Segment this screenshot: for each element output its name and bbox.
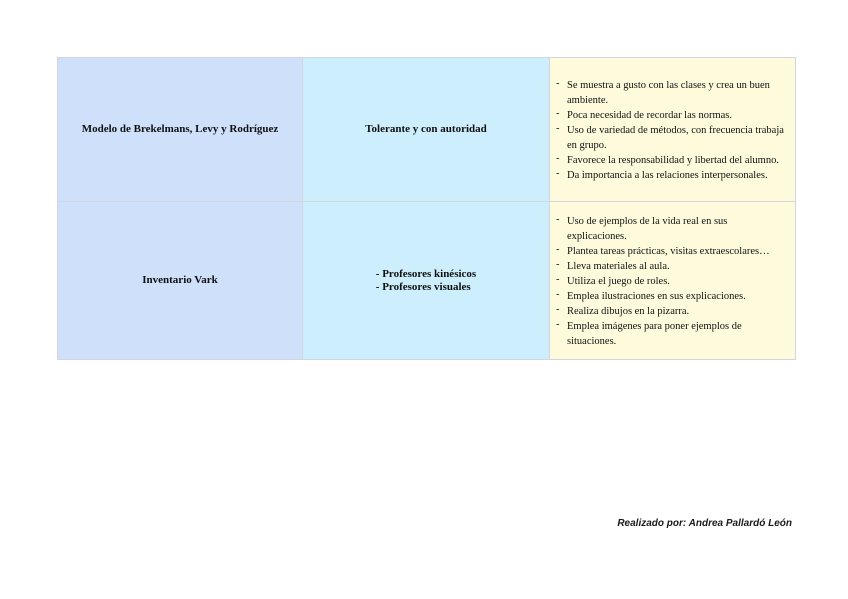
table-row (58, 202, 796, 360)
model-name: Modelo de Brekelmans, Levy y Rodríguez (81, 123, 279, 135)
list-item-text: Poca necesidad de recordar las normas. (567, 110, 733, 121)
bullet-marker: - (556, 108, 560, 119)
author-credit: Realizado por: Andrea Pallardó León (617, 518, 792, 529)
description-cell (550, 58, 796, 202)
list-item (556, 259, 787, 274)
list-item (556, 78, 787, 108)
list-item-text: Realiza dibujos en la pizarra. (567, 306, 690, 317)
list-item-text: Utiliza el juego de roles. (567, 276, 670, 287)
list-item-text: Da importancia a las relaciones interpersonales. (567, 170, 768, 181)
bullet-marker: - (556, 289, 560, 300)
bullet-marker: - (556, 214, 560, 225)
list-item-text: Emplea ilustraciones en sus explicaciones. (567, 291, 746, 302)
teacher-type: Tolerante y con autoridad (365, 123, 487, 135)
list-item-text: Emplea imágenes para poner ejemplos de situaciones. (567, 321, 742, 347)
bullet-marker: - (556, 78, 560, 89)
bullet-marker: - (556, 244, 560, 255)
teacher-type-cell (303, 58, 550, 202)
list-item (556, 123, 787, 153)
list-item-text: Uso de ejemplos de la vida real en sus explicaciones. (567, 216, 728, 242)
list-item (556, 153, 787, 168)
bullet-marker: - (556, 168, 560, 179)
list-item-text: Se muestra a gusto con las clases y crea un buen ambiente. (567, 80, 770, 106)
list-item (556, 274, 787, 289)
bullet-marker: - (556, 274, 560, 285)
list-item (556, 289, 787, 304)
description-list (550, 74, 795, 185)
list-item (556, 304, 787, 319)
model-name: Inventario Vark (142, 274, 218, 286)
teacher-type-cell (303, 202, 550, 360)
description-list (550, 210, 795, 351)
list-item (556, 319, 787, 349)
list-item (556, 168, 787, 183)
bullet-marker: - (556, 123, 560, 134)
list-item-text: Plantea tareas prácticas, visitas extraescolares… (567, 246, 770, 257)
list-item (556, 244, 787, 259)
list-item (556, 108, 787, 123)
teacher-type: - Profesores kinésicos (375, 267, 477, 280)
list-item-text: Lleva materiales al aula. (567, 261, 670, 272)
profiles-table (57, 57, 796, 360)
teacher-type: - Profesores visuales (375, 280, 471, 293)
list-item-text: Uso de variedad de métodos, con frecuencia trabaja en grupo. (567, 125, 784, 151)
bullet-marker: - (556, 153, 560, 164)
table-row (58, 58, 796, 202)
bullet-marker: - (556, 304, 560, 315)
model-cell (58, 202, 303, 360)
model-cell (58, 58, 303, 202)
list-item (556, 214, 787, 244)
list-item-text: Favorece la responsabilidad y libertad del alumno. (567, 155, 779, 166)
bullet-marker: - (556, 259, 560, 270)
bullet-marker: - (556, 319, 560, 330)
description-cell (550, 202, 796, 360)
